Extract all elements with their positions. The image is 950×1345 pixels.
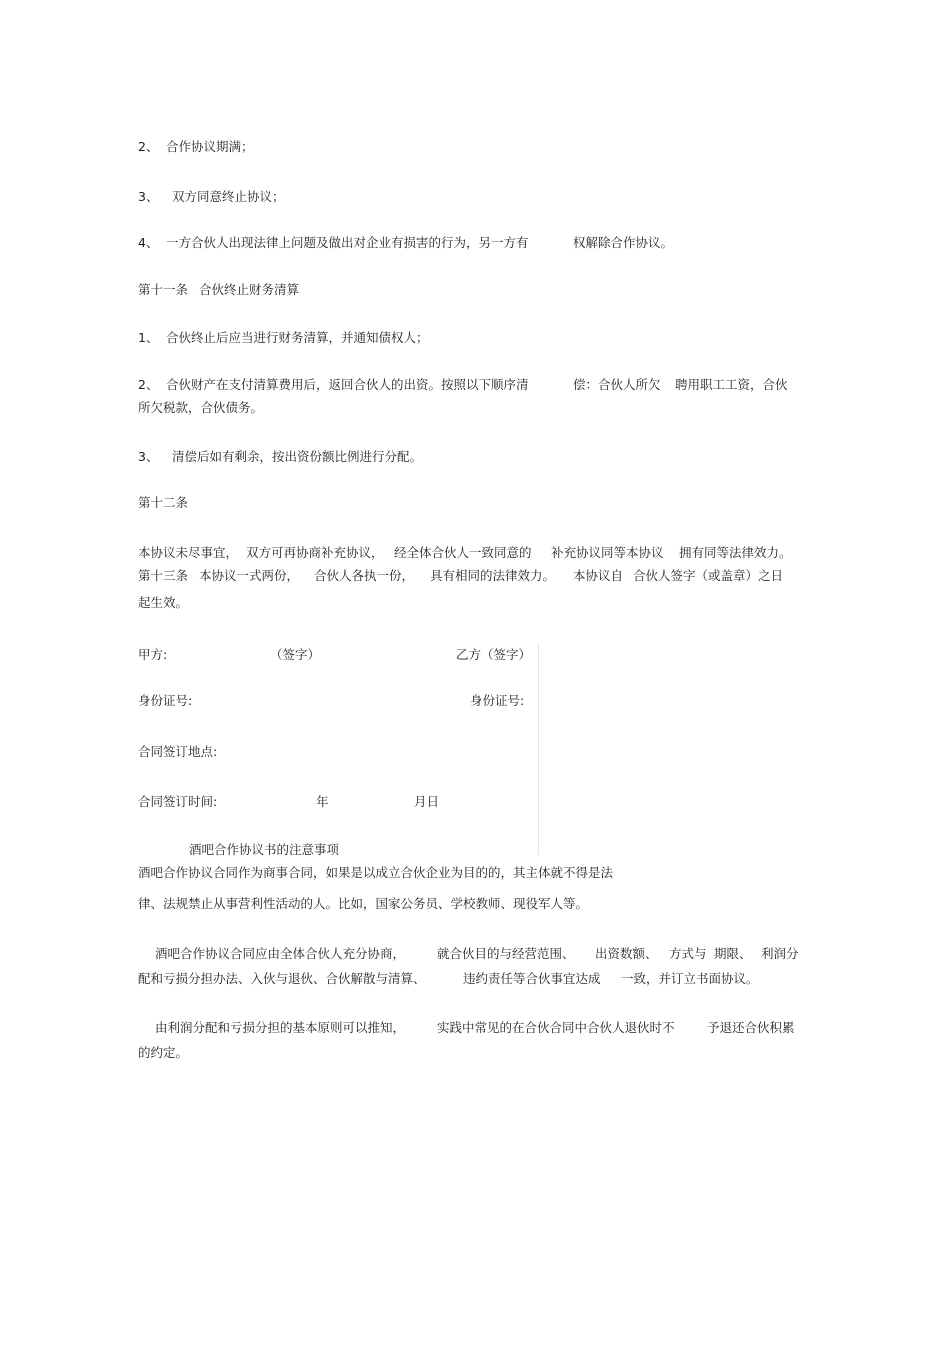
- paragraph-text: 本协议未尽事宜，: [138, 545, 239, 560]
- clause-text: 合伙财产在支付清算费用后，返回合伙人的出资。按照以下顺序清: [166, 377, 529, 392]
- clause-text: 聘用职工工资，合伙: [675, 377, 788, 392]
- paragraph-text: 方式与: [669, 946, 707, 961]
- paragraph-text: 配和亏损分担办法、入伙与退伙、合伙解散与清算、: [138, 971, 426, 986]
- article-heading: 第十一条: [138, 282, 189, 297]
- list-number: 3、: [138, 189, 159, 204]
- paragraph-text: 合伙人签字（或盖章）之日: [633, 568, 784, 583]
- paragraph-text: 酒吧合作协议合同应由全体合伙人充分协商，: [155, 946, 406, 961]
- list-number: 2、: [138, 139, 159, 154]
- clause-text: 合作协议期满；: [166, 139, 254, 154]
- paragraph-text: 酒吧合作协议合同作为商事合同，如果是以成立合伙企业为目的的，其主体就不得是法: [138, 865, 614, 880]
- paragraph-text: 起生效。: [138, 595, 189, 610]
- party-a-signature: （签字）: [270, 647, 321, 662]
- paragraph-text: 利润分: [761, 946, 799, 961]
- list-number: 3、: [138, 449, 159, 464]
- list-number: 2、: [138, 377, 159, 392]
- paragraph-text: 出资数额、: [595, 946, 658, 961]
- paragraph-text: 违约责任等合伙事宜达成: [463, 971, 601, 986]
- clause-text: 所欠税款，合伙债务。: [138, 400, 264, 415]
- paragraph-text: 拥有同等法律效力。: [679, 545, 792, 560]
- paragraph-text: 期限、: [714, 946, 752, 961]
- paragraph-text: 本协议自: [573, 568, 624, 583]
- paragraph-text: 律、法规禁止从事营利性活动的人。比如，国家公务员、学校教师、现役军人等。: [138, 896, 589, 911]
- clause-text: 一方合伙人出现法律上问题及做出对企业有损害的行为，另一方有: [166, 235, 529, 250]
- paragraph-text: 予退还合伙积累: [707, 1020, 795, 1035]
- clause-text: 清偿后如有剩余，按出资份额比例进行分配。: [172, 449, 423, 464]
- signature-divider: [538, 643, 539, 855]
- paragraph-text: 本协议一式两份，: [199, 568, 300, 583]
- paragraph-text: 具有相同的法律效力。: [430, 568, 556, 583]
- signing-time-label: 合同签订时间:: [138, 794, 218, 809]
- clause-text: 权解除合作协议。: [573, 235, 674, 250]
- paragraph-text: 双方可再协商补充协议，: [246, 545, 384, 560]
- paragraph-text: 合伙人各执一份，: [314, 568, 415, 583]
- party-a-label: 甲方:: [138, 647, 168, 662]
- article-heading: 第十三条: [138, 568, 189, 583]
- signing-place-label: 合同签订地点:: [138, 744, 218, 759]
- paragraph-text: 经全体合伙人一致同意的: [394, 545, 532, 560]
- clause-text: 偿：合伙人所欠: [573, 377, 661, 392]
- paragraph-text: 补充协议同等本协议: [551, 545, 664, 560]
- paragraph-text: 的约定。: [138, 1045, 189, 1060]
- article-title: 合伙终止财务清算: [199, 282, 300, 297]
- paragraph-text: 就合伙目的与经营范围、: [437, 946, 575, 961]
- paragraph-text: 一致，并订立书面协议。: [621, 971, 759, 986]
- clause-text: 双方同意终止协议；: [172, 189, 285, 204]
- paragraph-text: 实践中常见的在合伙合同中合伙人退伙时不: [437, 1020, 675, 1035]
- notes-heading: 酒吧合作协议书的注意事项: [189, 842, 340, 857]
- paragraph-text: 由利润分配和亏损分担的基本原则可以推知，: [155, 1020, 406, 1035]
- party-a-id-label: 身份证号:: [138, 693, 193, 708]
- list-number: 4、: [138, 235, 159, 250]
- article-heading: 第十二条: [138, 495, 189, 510]
- month-day-label: 月日: [414, 794, 440, 809]
- year-label: 年: [316, 794, 329, 809]
- party-b-label: 乙方（签字）: [456, 647, 532, 662]
- clause-text: 合伙终止后应当进行财务清算，并通知债权人；: [166, 330, 429, 345]
- list-number: 1、: [138, 330, 159, 345]
- party-b-id-label: 身份证号:: [470, 693, 525, 708]
